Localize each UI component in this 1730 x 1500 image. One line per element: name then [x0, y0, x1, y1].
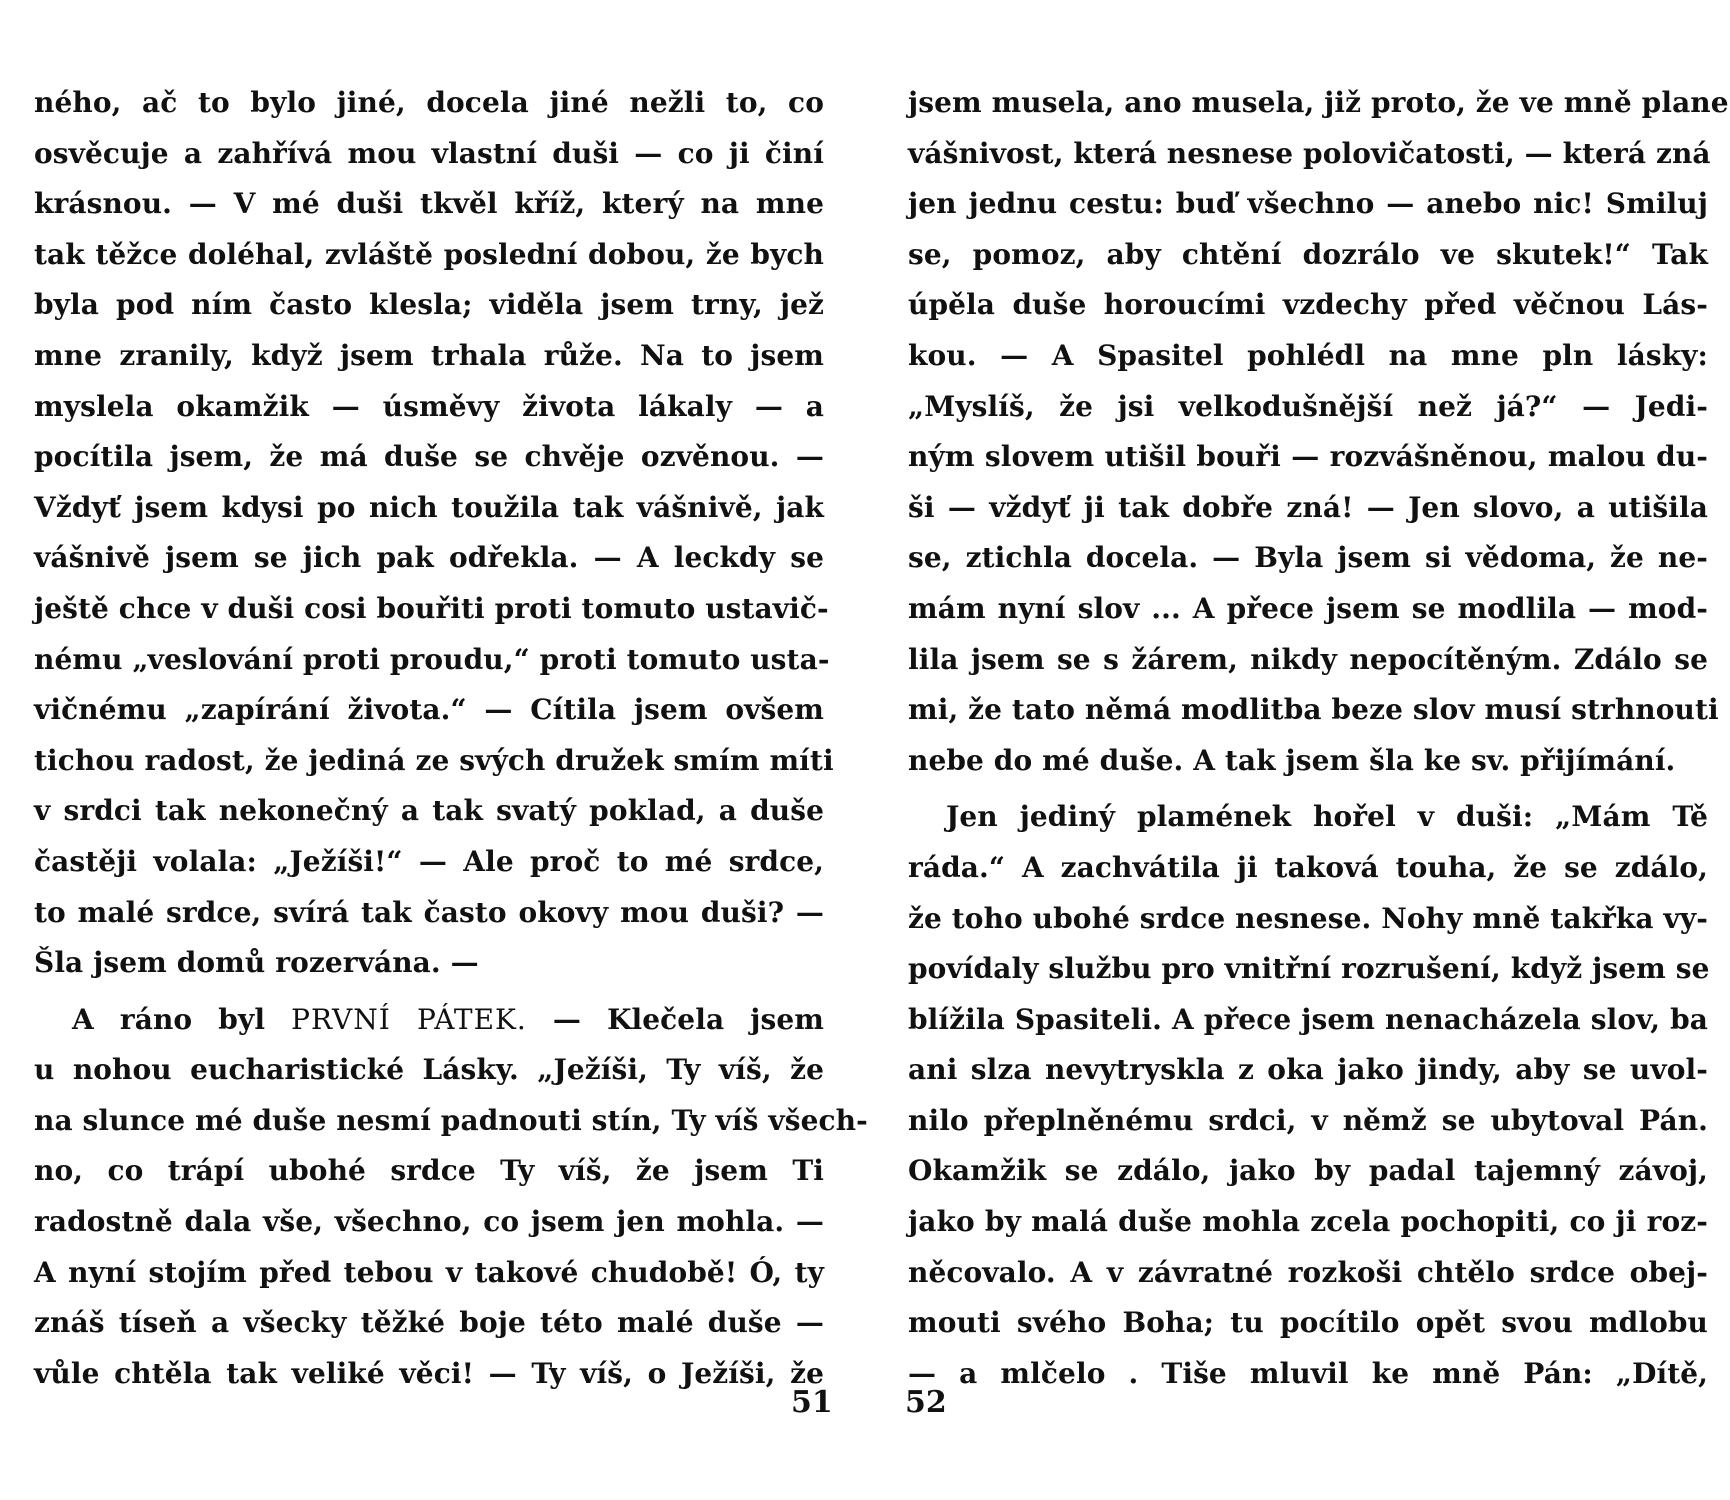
text-line: — a mlčelo . Tiše mluvil ke mně Pán: „Dítě, [908, 1356, 1708, 1390]
text-line: ráda.“ A zachvátila ji taková touha, že se zdálo, [908, 850, 1708, 884]
text-line: tak těžce doléhal, zvláště poslední dobou, že bych [34, 237, 824, 271]
text-line: u nohou eucharistické Lásky. „Ježíši, Ty víš, že [34, 1053, 824, 1087]
left-page-text [34, 78, 868, 1399]
text-line: jsem musela, ano musela, již proto, že ve mně plane [908, 86, 1729, 119]
text-line: kou. — A Spasitel pohlédl na mne pln lásky: [908, 338, 1708, 372]
page-number: 52 [905, 1385, 947, 1420]
right-page-text [908, 78, 1729, 1399]
text-line: že toho ubohé srdce nesnese. Nohy mně takřka vy- [908, 901, 1708, 935]
text-line: Šla jsem domů rozervána. — [34, 946, 479, 980]
text-line: vůle chtěla tak veliké věci! — Ty víš, o Ježíši, že [34, 1356, 824, 1390]
text-line: se, ztichla docela. — Byla jsem si vědoma, že ne- [908, 541, 1708, 575]
text-line: „Myslíš, že jsi velkodušnější než já?“ — Jedi- [908, 389, 1708, 423]
text-line: myslela okamžik — úsměvy života lákaly — a [34, 389, 824, 423]
text-line: nému „veslování proti proudu,“ proti tomuto usta- [34, 642, 830, 676]
text-line: vášnivě jsem se jich pak odřekla. — A leckdy se [34, 541, 824, 575]
text-line: radostně dala vše, všechno, co jsem jen mohla. — [34, 1205, 824, 1239]
text-line: osvěcuje a zahřívá mou vlastní duši — co ji činí [34, 136, 824, 170]
text-line: povídaly službu pro vnitřní rozrušení, když jsem se [908, 952, 1710, 986]
text-line: ného, ač to bylo jiné, docela jiné nežli to, co [34, 86, 824, 119]
text-line: blížila Spasiteli. A přece jsem nenacházela slov, ba [908, 1002, 1708, 1036]
page-number: 51 [791, 1385, 833, 1420]
text-line: znáš tíseň a všecky těžké boje této malé duše — [34, 1306, 824, 1340]
text-line: mne zranily, když jsem trhala růže. Na to jsem [34, 338, 824, 372]
text-line: v srdci tak nekonečný a tak svatý poklad, a duše [34, 794, 824, 828]
text-line: vičnému „zapírání života.“ — Cítila jsem ovšem [34, 693, 824, 727]
paragraph-start-rest: — Klečela jsem [552, 1002, 824, 1036]
first-friday-caps: PRVNÍ PÁTEK. [291, 1002, 527, 1036]
text-line: tichou radost, že jediná ze svých družek smím míti [34, 743, 834, 777]
text-line: ani slza nevytryskla z oka jako jindy, aby se uvol- [908, 1053, 1708, 1087]
text-line: ným slovem utišil bouři — rozvášněnou, malou du- [908, 440, 1708, 474]
paragraph-start-line [34, 995, 824, 1046]
text-line: krásnou. — V mé duši tkvěl kříž, který na mne [34, 187, 824, 221]
text-line: nilo přeplněnému srdci, v němž se ubytoval Pán. [908, 1103, 1708, 1137]
text-line: na slunce mé duše nesmí padnouti stín, Ty víš všech- [34, 1103, 868, 1137]
text-line: něcovalo. A v závratné rozkoši chtělo srdce obej- [908, 1255, 1708, 1289]
text-line: lila jsem se s žárem, nikdy nepocítěným. Zdálo se [908, 642, 1708, 676]
text-line: častěji volala: „Ježíši!“ — Ale proč to mé srdce, [34, 844, 824, 878]
text-line: Vždyť jsem kdysi po nich toužila tak vášnivě, jak [34, 490, 824, 524]
text-line: A nyní stojím před tebou v takové chudobě! Ó, ty [34, 1255, 824, 1289]
text-line: jako by malá duše mohla zcela pochopiti, co ji roz- [908, 1205, 1708, 1239]
text-line: mi, že tato němá modlitba beze slov musí strhnouti [908, 693, 1719, 727]
text-line: ještě chce v duši cosi bouřiti proti tomuto ustavič- [34, 591, 829, 625]
text-line: Okamžik se zdálo, jako by padal tajemný závoj, [908, 1154, 1708, 1188]
text-line: no, co trápí ubohé srdce Ty víš, že jsem Ti [34, 1154, 824, 1188]
text-line: mouti svého Boha; tu pocítilo opět svou mdlobu [908, 1306, 1708, 1340]
text-line: vášnivost, která nesnese polovičatosti, — která zná [908, 136, 1711, 170]
text-line: úpěla duše horoucími vzdechy před věčnou Lás- [908, 288, 1708, 322]
text-line: nebe do mé duše. A tak jsem šla ke sv. přijímání. [908, 743, 1676, 777]
text-line: pocítila jsem, že má duše se chvěje ozvěnou. — [34, 440, 824, 474]
text-line: ši — vždyť ji tak dobře zná! — Jen slovo, a utišila [908, 490, 1708, 524]
paragraph-start-line: Jen jediný plamének hořel v duši: „Mám Tě [946, 800, 1708, 834]
right-page [865, 0, 1730, 1500]
text-line: byla pod ním často klesla; viděla jsem trny, jež [34, 288, 824, 322]
paragraph-start-text: A ráno byl [72, 1002, 266, 1036]
text-line: to malé srdce, svírá tak často okovy mou duši? — [34, 895, 824, 929]
text-line: jen jednu cestu: buď všechno — anebo nic! Smiluj [908, 187, 1708, 221]
text-line: mám nyní slov ... A přece jsem se modlila — mod- [908, 591, 1708, 625]
text-line: se, pomoz, aby chtění dozrálo ve skutek!“ Tak [908, 237, 1708, 271]
